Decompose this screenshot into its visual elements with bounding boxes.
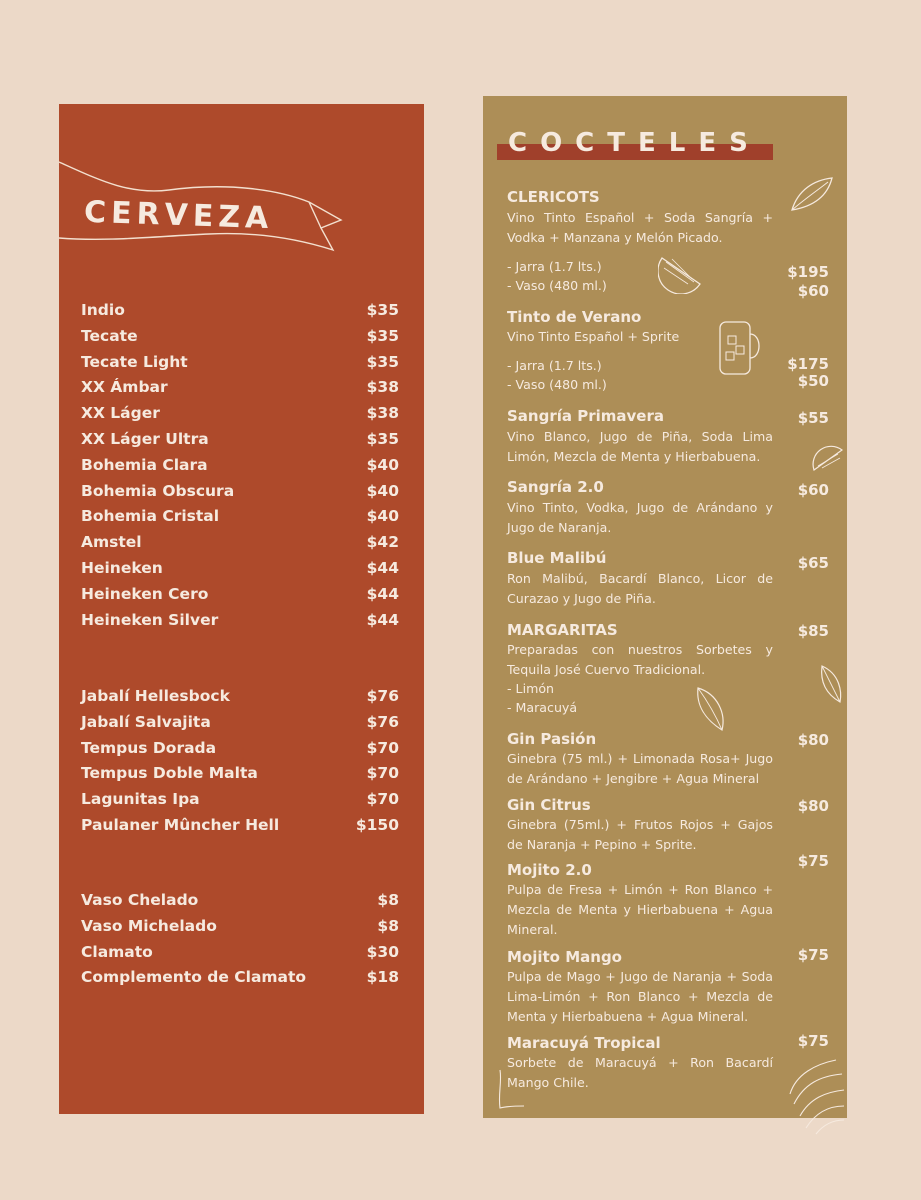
beer-price: $40 (366, 481, 399, 500)
beer-name: Complemento de Clamato (81, 968, 307, 987)
beer-name: Bohemia Cristal (81, 507, 220, 526)
beer-name: Paulaner Mûncher Hell (81, 816, 280, 834)
cocktail-option: - Jarra (1.7 lts.) (507, 259, 602, 274)
cocktail-name: MARGARITAS (507, 621, 618, 639)
beer-name: Jabalí Hellesbock (81, 687, 230, 705)
beer-name: XX Láger Ultra (81, 430, 209, 448)
jar-mug-icon (716, 318, 764, 378)
cocktail-name: Maracuyá Tropical (507, 1034, 661, 1052)
cocktail-name: Gin Pasión (507, 730, 597, 748)
beer-row (81, 482, 399, 506)
beer-price: $76 (366, 687, 399, 705)
beer-row (81, 687, 399, 711)
beer-row (81, 353, 399, 377)
beer-price: $44 (366, 610, 399, 629)
beer-price: $40 (366, 455, 399, 474)
beer-row (81, 327, 399, 351)
beer-price: $44 (366, 559, 399, 577)
cocktail-price: $75 (797, 852, 829, 870)
beer-name: Tecate Light (81, 352, 188, 371)
cocktail-name: Gin Citrus (507, 796, 591, 814)
beer-price: $35 (366, 301, 399, 319)
beer-row (81, 611, 399, 635)
cocktail-price: $195 (787, 263, 829, 281)
beer-price: $70 (366, 764, 399, 783)
beer-price: $35 (366, 430, 399, 448)
leaf-icon (818, 664, 844, 704)
beer-row (81, 585, 399, 609)
beer-row (81, 430, 399, 454)
cocteles-title: COCTELES (508, 128, 761, 158)
cocktail-description: Vino Tinto Español + Sprite (507, 329, 680, 344)
cocktail-name: Sangría 2.0 (507, 478, 604, 496)
cocktail-name: Mojito Mango (507, 948, 622, 966)
beer-row (81, 559, 399, 583)
cocktail-name: Mojito 2.0 (507, 861, 592, 879)
cocktail-price: $55 (797, 409, 829, 427)
beer-row (81, 891, 399, 915)
beer-price: $70 (366, 738, 399, 757)
cocktail-price: $75 (797, 1032, 829, 1050)
beer-price: $35 (366, 352, 399, 371)
cocktail-price: $175 (787, 355, 829, 373)
beer-name: Bohemia Clara (81, 455, 208, 474)
cocktail-name: Sangría Primavera (507, 407, 664, 425)
cocktail-price: $65 (797, 554, 829, 572)
beer-name: Amstel (81, 533, 142, 552)
beer-row (81, 456, 399, 480)
beer-row (81, 790, 399, 814)
wavy-lines-icon (786, 1054, 846, 1136)
beer-row (81, 713, 399, 737)
beer-price: $8 (377, 891, 399, 909)
beer-price: $76 (366, 712, 399, 731)
beer-name: Tempus Dorada (81, 738, 217, 757)
cocktail-description: Sorbete de Maracuyá + Ron Bacardí Mango Chile. (507, 1055, 773, 1090)
beer-name: XX Ámbar (81, 378, 168, 397)
orange-slice-icon (658, 254, 704, 294)
beer-price: $70 (366, 790, 399, 809)
beer-price: $42 (366, 533, 399, 552)
beer-price: $150 (355, 816, 399, 834)
cocktail-option: - Vaso (480 ml.) (507, 377, 607, 392)
cocktail-description: Preparadas con nuestros Sorbetes y Tequila José Cuervo Tradicional. (507, 642, 773, 677)
cocktail-price: $75 (797, 946, 829, 964)
beer-name: Heineken Cero (81, 584, 209, 603)
cerveza-title: CERVEZA (83, 194, 274, 237)
beer-row (81, 301, 399, 325)
cocktail-description: Ron Malibú, Bacardí Blanco, Licor de Curazao y Jugo de Piña. (507, 571, 773, 606)
beer-row (81, 816, 399, 840)
cocktail-description: Ginebra (75ml.) + Frutos Rojos + Gajos de Naranja + Pepino + Sprite. (507, 817, 773, 852)
beer-name: Indio (81, 301, 125, 319)
cocktail-description: Vino Tinto, Vodka, Jugo de Arándano y Jugo de Naranja. (507, 500, 773, 535)
orange-slice-icon (812, 444, 844, 474)
beer-name: Heineken Silver (81, 610, 219, 629)
beer-price: $18 (366, 968, 399, 987)
beer-name: Vaso Chelado (81, 891, 199, 909)
cocktail-price: $60 (797, 481, 829, 499)
beer-name: Lagunitas Ipa (81, 790, 200, 809)
cocktail-option: - Vaso (480 ml.) (507, 278, 607, 293)
beer-row (81, 968, 399, 992)
cocktail-description: Vino Tinto Español + Soda Sangría + Vodka + Manzana y Melón Picado. (507, 210, 773, 245)
beer-price: $8 (377, 916, 399, 935)
beer-row (81, 533, 399, 557)
beer-row (81, 404, 399, 428)
leaf-icon (788, 176, 836, 214)
beer-name: Heineken (81, 559, 163, 577)
beer-price: $44 (366, 584, 399, 603)
cocktail-price: $60 (797, 282, 829, 300)
cocktail-option: - Limón (507, 681, 555, 696)
beer-name: Clamato (81, 942, 153, 961)
cocktail-name: CLERICOTS (507, 188, 600, 206)
leaf-icon (694, 684, 728, 734)
beer-price: $38 (366, 404, 399, 423)
cocktail-description: Pulpa de Mago + Jugo de Naranja + Soda Lima-Limón + Ron Blanco + Mezcla de Menta y Hierbabuena + Agua Mineral. (507, 969, 773, 1024)
cocktail-name: Tinto de Verano (507, 308, 642, 326)
beer-row (81, 764, 399, 788)
beer-price: $38 (366, 378, 399, 397)
beer-name: Tecate (81, 326, 138, 345)
cocktail-price: $80 (797, 731, 829, 749)
beer-name: Jabalí Salvajita (81, 712, 211, 731)
beer-row (81, 507, 399, 531)
cocktail-description: Ginebra (75 ml.) + Limonada Rosa+ Jugo de Arándano + Jengibre + Agua Mineral (507, 751, 773, 786)
beer-row (81, 943, 399, 967)
cocktail-description: Pulpa de Fresa + Limón + Ron Blanco + Mezcla de Menta y Hierbabuena + Agua Mineral. (507, 882, 773, 937)
beer-row (81, 378, 399, 402)
cocktail-option: - Jarra (1.7 lts.) (507, 358, 602, 373)
beer-name: XX Láger (81, 404, 160, 423)
beer-name: Tempus Doble Malta (81, 764, 258, 783)
beer-name: Vaso Michelado (81, 916, 217, 935)
beer-price: $40 (366, 507, 399, 526)
beer-row (81, 739, 399, 763)
beer-name: Bohemia Obscura (81, 481, 235, 500)
beer-row (81, 917, 399, 941)
sprig-icon (490, 1068, 526, 1112)
cocktail-price: $80 (797, 797, 829, 815)
cocktail-price: $85 (797, 622, 829, 640)
cocktail-option: - Maracuyá (507, 700, 578, 715)
beer-price: $30 (366, 942, 399, 961)
beer-price: $35 (366, 326, 399, 345)
cocktail-description: Vino Blanco, Jugo de Piña, Soda Lima Limón, Mezcla de Menta y Hierbabuena. (507, 429, 773, 464)
cocktail-name: Blue Malibú (507, 549, 607, 567)
cocktail-price: $50 (797, 372, 829, 390)
